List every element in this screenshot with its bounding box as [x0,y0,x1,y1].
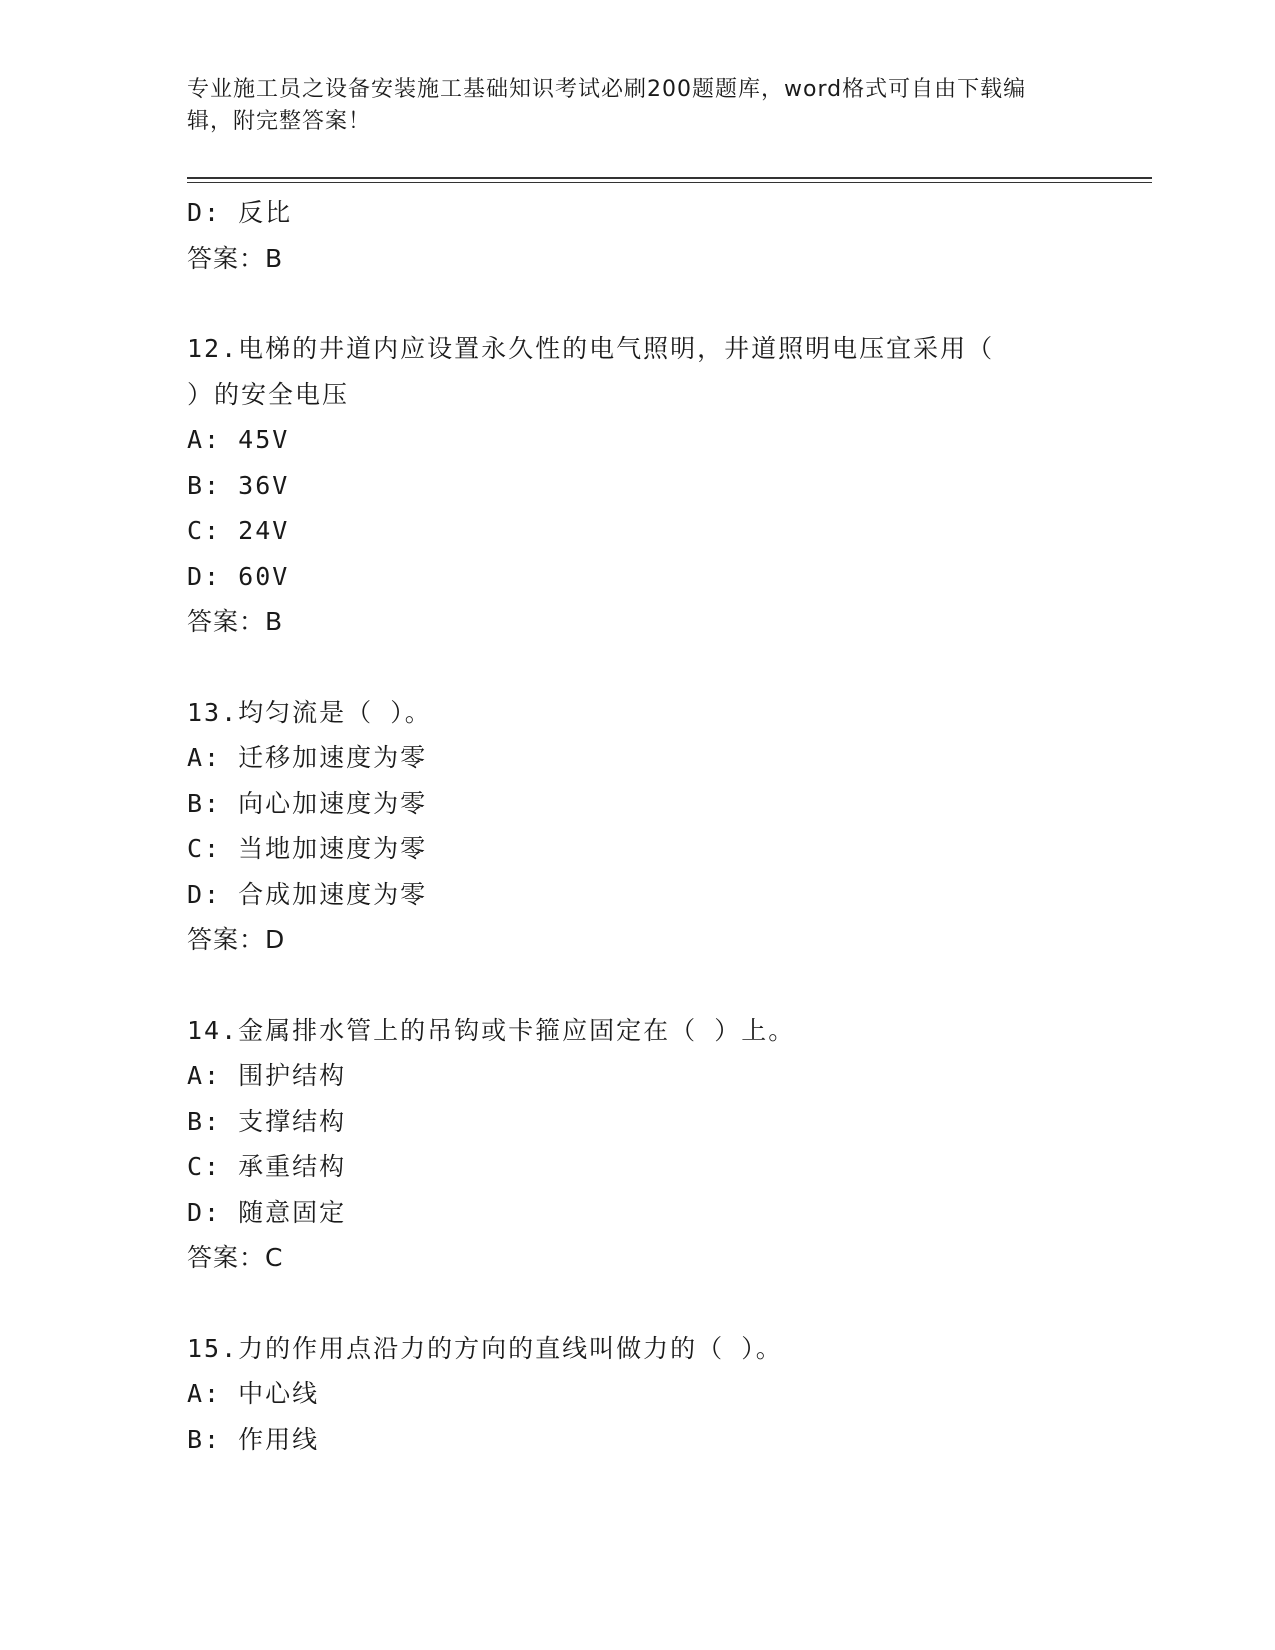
option-c: C: 承重结构 [187,1152,347,1181]
question-14 [187,1008,1067,1281]
option-b: B: 向心加速度为零 [187,788,428,818]
option-d: D: 60V [187,561,290,591]
option-b: B: 36V [187,470,290,500]
header-rule-thick [187,177,1152,179]
answer-line: 答案：B [187,243,284,273]
option-a: A: 围护结构 [187,1061,347,1090]
option-c: C: 24V [187,516,290,545]
answer-line: 答案：C [187,1243,284,1272]
question-stem: 15.力的作用点沿力的方向的直线叫做力的（ ）。 [187,1333,783,1363]
option-d: D: 反比 [187,198,293,227]
answer-line: 答案：D [187,925,286,954]
option-d: D: 随意固定 [187,1197,347,1227]
option-a: A: 45V [187,425,290,454]
question-15 [187,1326,1067,1463]
question-stem-continued: ）的安全电压 [187,379,350,409]
question-stem: 12.电梯的井道内应设置永久性的电气照明，井道照明电压宜采用（ [187,334,995,363]
option-a: A: 中心线 [187,1379,320,1408]
question-11-tail [187,190,1067,281]
option-b: B: 作用线 [187,1424,320,1454]
option-c: C: 当地加速度为零 [187,834,428,863]
document-header: 专业施工员之设备安装施工基础知识考试必刷200题题库，word格式可自由下载编辑，附完整答案！ [187,77,1027,134]
answer-line: 答案：B [187,607,284,636]
option-b: B: 支撑结构 [187,1106,347,1136]
question-12 [187,326,1067,645]
document-body [187,190,1067,1462]
option-d: D: 合成加速度为零 [187,879,428,909]
question-stem: 14.金属排水管上的吊钩或卡箍应固定在（ ）上。 [187,1015,796,1045]
header-rule-thin [187,182,1152,183]
question-13 [187,690,1067,963]
question-stem: 13.均匀流是（ ）。 [187,697,432,727]
option-a: A: 迁移加速度为零 [187,743,428,772]
